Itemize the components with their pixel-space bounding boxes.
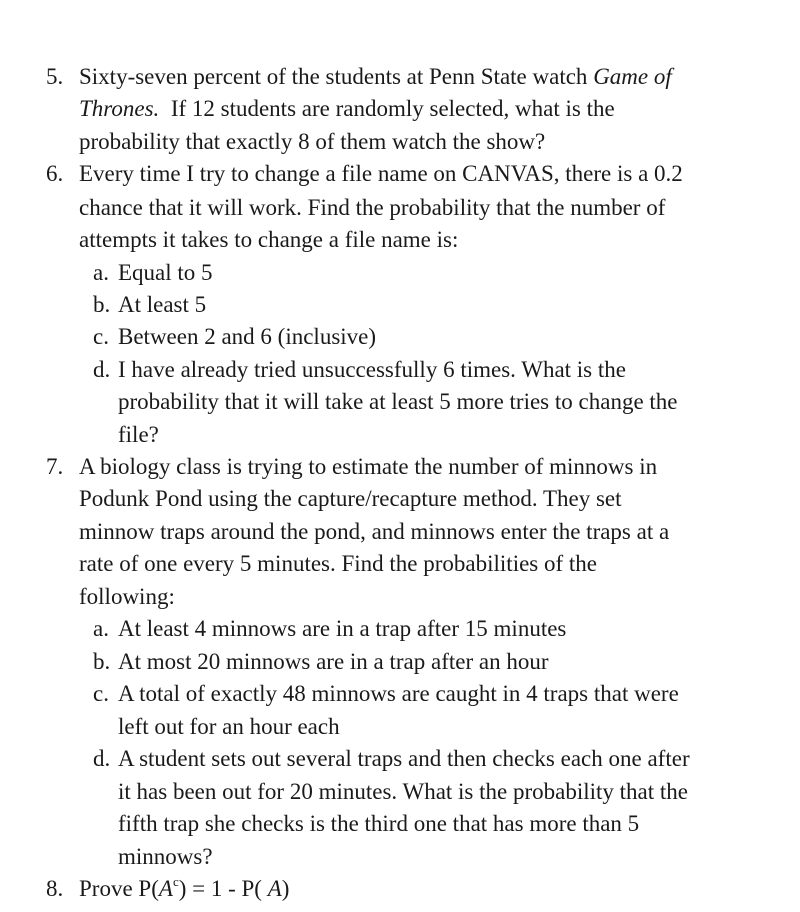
problem-7c-line-1: A total of exactly 48 minnows are caught in 4 traps that were — [118, 681, 679, 706]
problem-5-number: 5. — [46, 64, 64, 89]
problem-7d-line-3: fifth trap she checks is the third one that has more than 5 — [118, 811, 640, 836]
problem-7b-label: b. — [93, 649, 111, 674]
problem-5-line-3: probability that exactly 8 of them watch the show? — [79, 129, 546, 154]
problem-6-line-2: chance that it will work. Find the probability that the number of — [79, 195, 666, 220]
problem-6a-label: a. — [93, 260, 109, 285]
problem-6-number: 6. — [46, 161, 64, 186]
problem-7-line-4: rate of one every 5 minutes. Find the probabilities of the — [79, 551, 598, 576]
problem-8-text: Prove $P(A^c) = 1 - P$( A) — [79, 874, 290, 901]
problem-7-line-5: following: — [79, 584, 175, 609]
problem-7-line-2: Podunk Pond using the capture/recapture method. They set — [79, 486, 622, 511]
problem-7a-label: a. — [93, 616, 109, 641]
problem-6d-line-2: probability that it will take at least 5 more tries to change the — [118, 389, 678, 414]
problem-7-number: 7. — [46, 454, 64, 479]
problem-7-line-1: A biology class is trying to estimate the number of minnows in — [79, 454, 658, 479]
problem-6b-text: At least 5 — [118, 292, 207, 317]
problem-6c-text: Between 2 and 6 (inclusive) — [118, 324, 377, 349]
problem-6c-label: c. — [93, 324, 109, 349]
problem-7d-line-4: minnows? — [118, 844, 213, 869]
problem-7d-label: d. — [93, 746, 111, 771]
problem-7a-text: At least 4 minnows are in a trap after 15 minutes — [118, 616, 567, 641]
problem-5-line-2: Thrones. If 12 students are randomly selected, what is the — [79, 96, 615, 121]
problem-7c-label: c. — [93, 681, 109, 706]
problem-7c-line-2: left out for an hour each — [118, 714, 340, 739]
problem-6-line-1: Every time I try to change a file name on CANVAS, there is a 0.2 — [79, 161, 683, 186]
problem-7b-text: At most 20 minnows are in a trap after an hour — [118, 649, 549, 674]
problem-7d-line-1: A student sets out several traps and then checks each one after — [118, 746, 690, 771]
problem-6b-label: b. — [93, 292, 111, 317]
problem-5-line-1: Sixty-seven percent of the students at Penn State watch Game of — [79, 64, 672, 89]
problem-7-line-3: minnow traps around the pond, and minnows enter the traps at a — [79, 519, 670, 544]
problem-6-line-3: attempts it takes to change a file name is: — [79, 227, 459, 252]
problem-8-number: 8. — [46, 876, 64, 901]
problem-7d-line-2: it has been out for 20 minutes. What is the probability that the — [118, 779, 688, 804]
problem-6d-line-1: I have already tried unsuccessfully 6 times. What is the — [118, 357, 626, 382]
problem-6a-text: Equal to 5 — [118, 260, 213, 285]
problem-6d-label: d. — [93, 357, 111, 382]
problem-6d-line-3: file? — [118, 422, 159, 447]
